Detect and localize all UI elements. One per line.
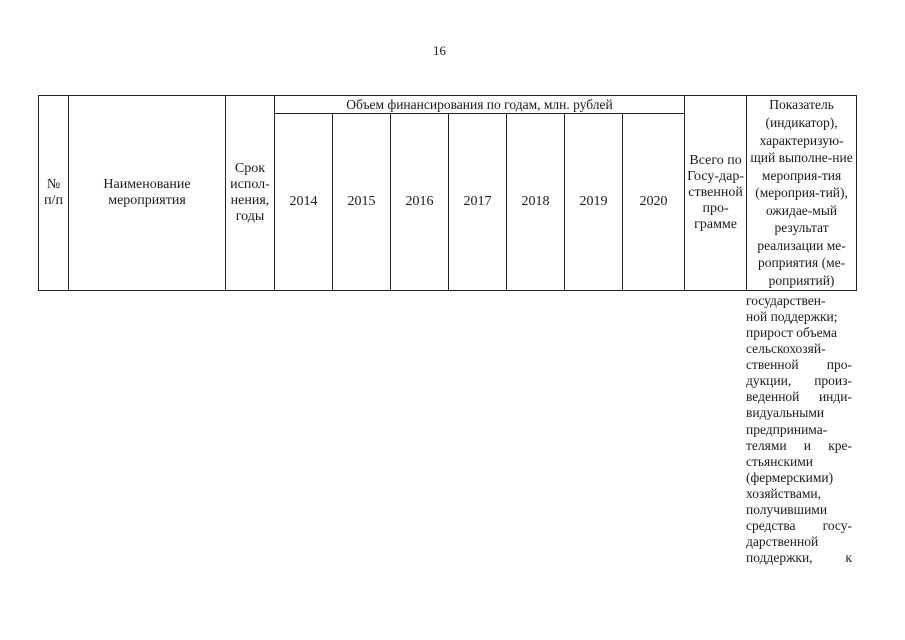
year-2015-header: 2015	[333, 114, 391, 291]
col-name-header: Наименование мероприятия	[69, 96, 226, 291]
col-number-header: № п/п	[39, 96, 69, 291]
page-number: 16	[433, 43, 446, 58]
indicator-continuation-text	[746, 293, 852, 566]
year-2017-header: 2017	[449, 114, 507, 291]
continuation-line: хозяйствами,	[746, 485, 821, 501]
year-2020-header: 2020	[623, 114, 685, 291]
col-total-header: Всего по Госу-дар-ственной про-грамме	[685, 96, 747, 291]
continuation-line: получившими	[746, 501, 828, 517]
continuation-line: телями и кре-	[746, 437, 852, 453]
funding-group-header: Объем финансирования по годам, млн. рублей	[275, 96, 685, 114]
continuation-line: сельскохозяй-	[746, 341, 826, 357]
continuation-line: поддержки, к	[746, 550, 852, 565]
col-term-header: Срок испол-нения, годы	[226, 96, 275, 291]
program-table-header	[38, 95, 857, 291]
continuation-line: дукции, произ-	[746, 373, 852, 389]
continuation-line: веденной инди-	[746, 389, 852, 405]
continuation-line: государствен-	[746, 293, 826, 308]
continuation-line: стьянскими	[746, 453, 814, 469]
continuation-line: средства госу-	[746, 517, 852, 533]
col-indicator-header: Показатель (индикатор), характеризую-щий выполне-ние мероприя-тия (мероприя-тий), ожидае-мый результат реализации ме-роприятия (ме-роприятий)	[747, 96, 857, 291]
continuation-line: ной поддержки;	[746, 309, 838, 325]
continuation-line: прирост объема	[746, 325, 837, 341]
continuation-line: дарственной	[746, 533, 819, 549]
year-2018-header: 2018	[507, 114, 565, 291]
year-2019-header: 2019	[565, 114, 623, 291]
year-2014-header: 2014	[275, 114, 333, 291]
continuation-line: видуальными	[746, 405, 825, 421]
year-2016-header: 2016	[391, 114, 449, 291]
continuation-line: ственной про-	[746, 357, 852, 373]
continuation-line: (фермерскими)	[746, 469, 834, 485]
continuation-line: предпринима-	[746, 421, 828, 437]
